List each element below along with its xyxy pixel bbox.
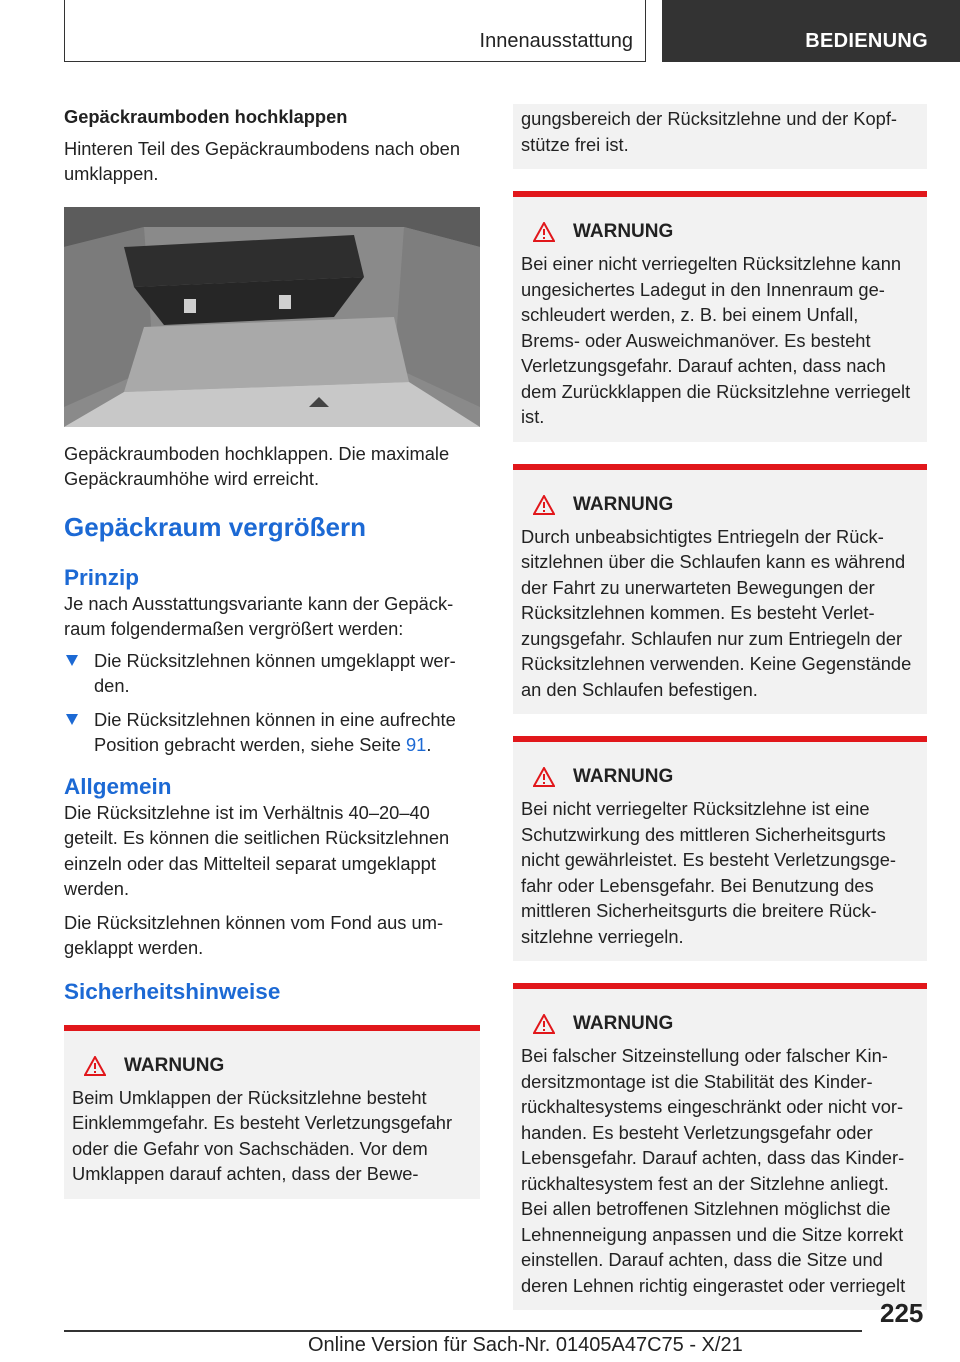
page-header xyxy=(64,0,960,64)
warning-title-text: WARNUNG xyxy=(573,766,674,787)
bullet-2-end: . xyxy=(426,734,432,755)
warning-title-text: WARNUNG xyxy=(573,1013,674,1034)
warning-text: Bei falscher Sitzeinstellung oder falscher Kindersitzmontage ist die Stabilität des Kinderrückhaltesystems eingeschränkt oder nicht vorhanden. Es besteht Verletzungsgefahr oder Lebensgefahr. Darauf achten, dass das Kinderrückhaltesystem fest an der Sitzlehne anliegt. Bei allen betroffenen Sitzlehnen möglichst die Lehnenneigung anpassen und die Sitze korrekt einstellen. Darauf achten, dass die Sitze und deren Lehnen richtig eingerastet oder verriegelt xyxy=(521,1045,906,1296)
warning-title-text: WARNUNG xyxy=(573,493,674,515)
page-number: 225 xyxy=(880,1298,924,1328)
warning-triangle-icon xyxy=(533,767,555,787)
warning-text: Bei einer nicht verriegelten Rücksitzlehne kann ungesichertes Ladegut in den Innenraum geschleudert werden, z. B. bei einem Unfall, Brems- oder Ausweichmanöver. Es besteht Verletzungsgefahr. Darauf achten, dass nach dem Zurückklappen die Rücksitzlehne verriegelt ist. xyxy=(521,253,911,427)
warning-box xyxy=(513,464,927,715)
warning-text: Bei nicht verriegelter Rücksitzlehne ist eine Schutzwirkung des mittleren Sicherheitsgurts nicht gewährleistet. Es besteht Verletzungsgefahr oder Lebensgefahr. Bei Benutzung des mittleren Sicherheitsgurts die breitere Rücksitzlehne verriegeln. xyxy=(521,798,896,947)
list-item xyxy=(64,707,480,758)
warning-title xyxy=(521,221,919,243)
intro-text: Hinteren Teil des Gepäckraumbodens nach oben umklappen. xyxy=(64,137,461,184)
warning-title xyxy=(521,1013,919,1035)
triangle-bullet-icon xyxy=(66,655,78,666)
header-section-title: Innenausstattung xyxy=(479,30,633,52)
warning-triangle-icon xyxy=(533,222,555,242)
warning-title xyxy=(521,766,919,788)
warning-triangle-icon xyxy=(533,495,555,515)
list-item xyxy=(64,648,480,699)
page-reference-link[interactable]: 91 xyxy=(406,734,427,755)
warning-title xyxy=(521,494,919,516)
principle-list xyxy=(64,648,480,758)
header-chapter-tab xyxy=(662,0,960,62)
warning-box xyxy=(64,1025,480,1199)
warning-box xyxy=(513,191,927,442)
warning-title-text: WARNUNG xyxy=(124,1054,225,1076)
warning-title xyxy=(72,1055,472,1077)
sub-heading-boden: Gepäckraumboden hochklappen xyxy=(64,106,348,127)
warning-title-text: WARNUNG xyxy=(573,221,674,242)
bullet-1-text: Die Rücksitzlehnen können umgeklappt werden. xyxy=(94,649,456,696)
warning-triangle-icon xyxy=(533,1014,555,1034)
section-title-enlarge: Gepäckraum vergrößern xyxy=(64,511,367,542)
warning-continuation xyxy=(513,104,927,169)
trunk-illustration xyxy=(64,207,480,427)
footer-text: Online Version für Sach-Nr. 01405A47C75 - X/21 xyxy=(308,1334,743,1356)
bullet-2-text: Die Rücksitzlehnen können in eine aufrechte Position gebracht werden, siehe Seite xyxy=(94,708,456,755)
triangle-bullet-icon xyxy=(66,714,78,725)
continuation-text: gungsbereich der Rücksitzlehne und der Kopfstütze frei ist. xyxy=(521,108,898,155)
warning-triangle-icon xyxy=(84,1056,106,1076)
trunk-photo xyxy=(64,207,480,427)
safety-heading: Sicherheitshinweise xyxy=(64,978,281,1004)
principle-text: Je nach Ausstattungsvariante kann der Gepäckraum folgendermaßen vergrößert werden: xyxy=(64,592,454,639)
footer-divider xyxy=(64,1330,862,1332)
warning-box xyxy=(513,983,927,1310)
principle-heading: Prinzip xyxy=(64,564,140,590)
general-paragraph-1: Die Rücksitzlehne ist im Verhältnis 40–20–40 geteilt. Es können die seitlichen Rücksitzlehnen einzeln oder das Mittelteil separat umgeklappt werden. xyxy=(64,801,450,899)
general-paragraph-2: Die Rücksitzlehnen können vom Fond aus umgeklappt werden. xyxy=(64,911,444,958)
image-caption: Gepäckraumboden hochklappen. Die maximale Gepäckraumhöhe wird erreicht. xyxy=(64,442,450,489)
header-section-box xyxy=(64,0,646,62)
warning-box xyxy=(513,736,927,961)
warning-text: Durch unbeabsichtigtes Entriegeln der Rücksitzlehnen über die Schlaufen kann es während der Fahrt zu unerwarteten Bewegungen der Rücksitzlehnen kommen. Es besteht Verletzungsgefahr. Schlaufen nur zum Entriegeln der Rücksitzlehnen verwenden. Keine Gegenstände an den Schlaufen befestigen. xyxy=(521,525,912,700)
right-column xyxy=(513,104,927,1310)
warning-text: Beim Umklappen der Rücksitzlehne besteht Einklemmgefahr. Es besteht Verletzungsgefahr oder die Gefahr von Sachschäden. Vor dem Umklappen darauf achten, dass der Bewe- xyxy=(72,1086,453,1184)
left-column xyxy=(64,104,480,1199)
general-heading: Allgemein xyxy=(64,773,172,799)
header-chapter-title: BEDIENUNG xyxy=(805,30,928,52)
